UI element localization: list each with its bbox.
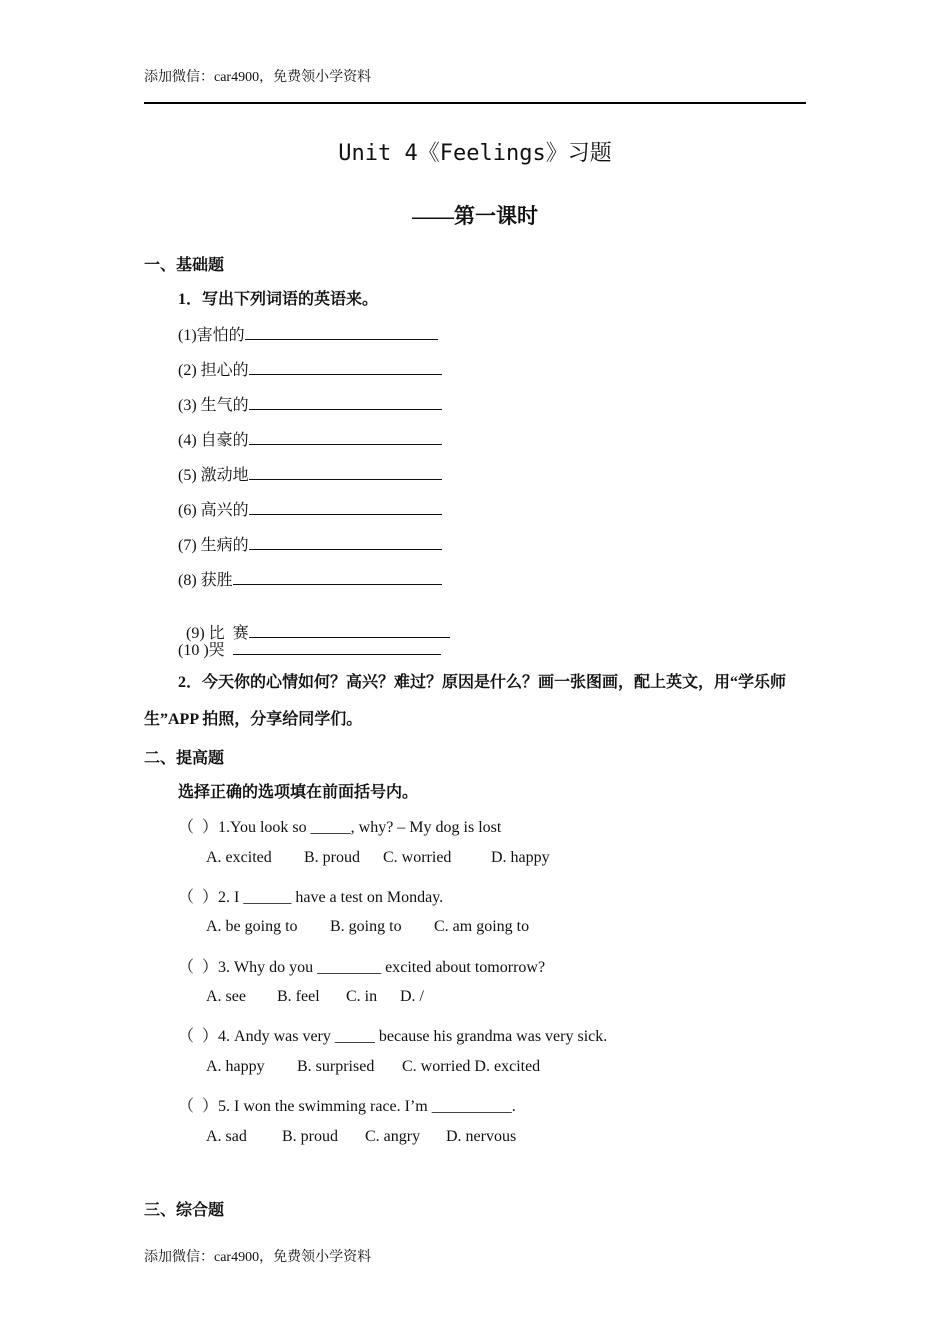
page-footer: 添加微信：car4900，免费领小学资料 [144, 1250, 372, 1265]
section-heading-basic: 一、基础题 [144, 257, 225, 274]
document-title: Unit 4《Feelings》习题 [338, 141, 612, 166]
mc-question [178, 1093, 516, 1116]
vocab-item-word: 生气的 [200, 397, 249, 414]
vocab-item [178, 497, 442, 520]
vocab-item-word: 生病的 [200, 537, 249, 554]
vocab-item-number: (2) [178, 362, 197, 379]
page-header: 添加微信：car4900，免费领小学资料 [144, 70, 372, 85]
option-b: B. going to [330, 918, 402, 935]
header-rule [144, 102, 806, 104]
mc-question [178, 954, 545, 977]
vocab-item [178, 637, 441, 660]
mc-instruction: 选择正确的选项填在前面括号内。 [178, 784, 419, 801]
question-stem: 3. Why do you ________ excited about tomorrow? [218, 959, 546, 976]
vocab-item-word: 哭 [208, 642, 225, 659]
vocab-item-word: 激动地 [200, 467, 249, 484]
document-subtitle: ——第一课时 [412, 204, 538, 228]
vocab-item [178, 462, 442, 485]
answer-paren[interactable]: （ ） [178, 819, 219, 836]
vocab-item-word: 比 赛 [208, 625, 249, 642]
answer-paren[interactable]: （ ） [178, 1028, 219, 1045]
vocab-item [178, 357, 442, 380]
option-a: A. happy [206, 1058, 265, 1075]
option-c: C. worried [383, 849, 452, 866]
q1-prompt: 1．写出下列词语的英语来。 [178, 291, 379, 308]
question-stem: 5. I won the swimming race. I’m __________. [218, 1098, 516, 1115]
option-c: C. in [346, 988, 378, 1005]
option-c: C. worried D. excited [402, 1058, 541, 1075]
option-b: B. proud [282, 1128, 338, 1145]
answer-blank[interactable] [249, 428, 442, 445]
vocab-item [178, 567, 442, 590]
vocab-item-number: (10 ) [178, 642, 209, 659]
answer-blank[interactable] [249, 358, 442, 375]
option-c: C. angry [365, 1128, 421, 1145]
option-d: D. nervous [446, 1128, 517, 1145]
question-stem: 2. I ______ have a test on Monday. [218, 889, 444, 906]
vocab-item-word: 担心的 [200, 362, 249, 379]
vocab-item [178, 322, 438, 345]
answer-blank[interactable] [245, 323, 438, 340]
option-c: C. am going to [434, 918, 530, 935]
mc-question [178, 814, 501, 837]
mc-question [178, 884, 443, 907]
vocab-item [178, 392, 442, 415]
option-d: D. / [400, 988, 424, 1005]
answer-blank[interactable] [233, 638, 441, 655]
mc-question [178, 1023, 607, 1046]
vocab-item-number: (8) [178, 572, 197, 589]
section-heading-comprehensive: 三、综合题 [144, 1202, 225, 1219]
answer-paren[interactable]: （ ） [178, 959, 219, 976]
q2-text: 2．今天你的心情如何？高兴？难过？原因是什么？画一张图画，配上英文，用“学乐师生”APP 拍照，分享给同学们。 [144, 674, 787, 728]
question-stem: 4. Andy was very _____ because his grandma was very sick. [218, 1028, 608, 1045]
vocab-item-word: 自豪的 [200, 432, 249, 449]
answer-paren[interactable]: （ ） [178, 889, 219, 906]
vocab-item [178, 427, 442, 450]
vocab-item-word: 害怕的 [196, 327, 245, 344]
answer-blank[interactable] [233, 568, 442, 585]
vocab-item-number: (4) [178, 432, 197, 449]
option-d: D. happy [491, 849, 550, 866]
option-a: A. excited [206, 849, 272, 866]
section-heading-advanced: 二、提高题 [144, 750, 225, 767]
vocab-item-number: (1) [178, 327, 197, 344]
answer-blank[interactable] [249, 621, 450, 638]
answer-blank[interactable] [249, 463, 442, 480]
option-b: B. surprised [297, 1058, 375, 1075]
answer-paren[interactable]: （ ） [178, 1098, 219, 1115]
vocab-item-word: 获胜 [200, 572, 233, 589]
option-b: B. proud [304, 849, 360, 866]
option-a: A. sad [206, 1128, 247, 1145]
option-a: A. see [206, 988, 246, 1005]
vocab-item-number: (5) [178, 467, 197, 484]
vocab-item-word: 高兴的 [200, 502, 249, 519]
answer-blank[interactable] [249, 393, 442, 410]
vocab-item-number: (7) [178, 537, 197, 554]
vocab-item-number: (6) [178, 502, 197, 519]
answer-blank[interactable] [249, 533, 442, 550]
vocab-item [178, 532, 442, 555]
option-b: B. feel [277, 988, 320, 1005]
question-stem: 1.You look so _____, why? – My dog is lost [218, 819, 502, 836]
vocab-item-number: (9) [186, 625, 205, 642]
option-a: A. be going to [206, 918, 298, 935]
answer-blank[interactable] [249, 498, 442, 515]
vocab-item-number: (3) [178, 397, 197, 414]
